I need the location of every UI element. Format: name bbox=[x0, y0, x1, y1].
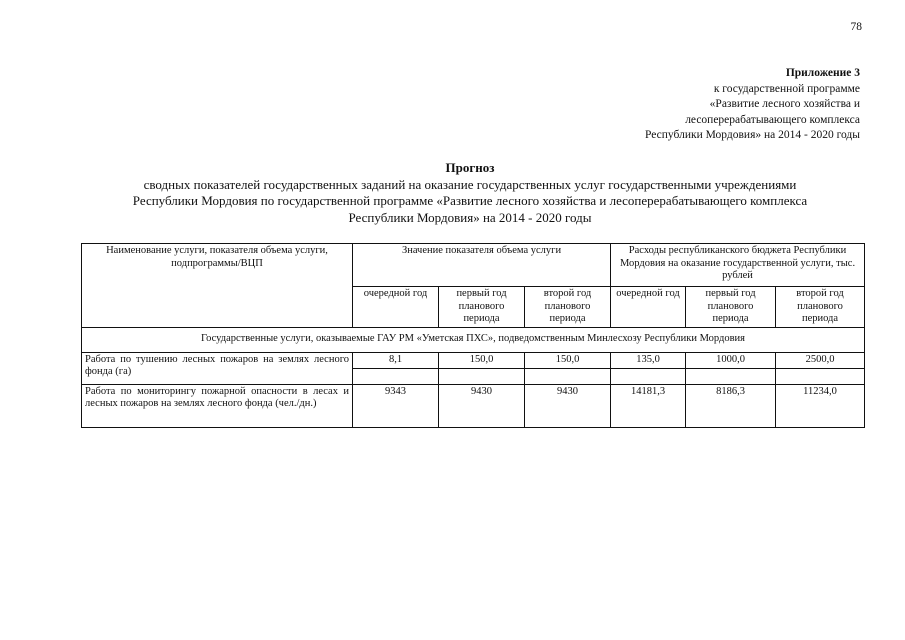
header-budget-group: Расходы республиканского бюджета Республики Мордовия на оказание государственной услуги, тыс. рублей bbox=[611, 244, 865, 287]
header-service-name: Наименование услуги, показателя объема услуги, подпрограммы/ВЦП bbox=[82, 244, 353, 328]
document-title-line: сводных показателей государственных заданий на оказание государственных услуг государственными учреждениями bbox=[143, 176, 797, 192]
section-row bbox=[82, 327, 865, 352]
empty-cell bbox=[611, 368, 686, 384]
row-value: 1000,0 bbox=[686, 352, 776, 368]
header-volume-group: Значение показателя объема услуги bbox=[353, 244, 611, 287]
row-value: 150,0 bbox=[439, 352, 525, 368]
empty-cell bbox=[686, 368, 776, 384]
appendix-line: к государственной программе bbox=[713, 82, 860, 95]
document-title bbox=[60, 160, 880, 226]
subheader-cell: очередной год bbox=[611, 287, 686, 328]
empty-cell bbox=[353, 368, 439, 384]
row-value: 8186,3 bbox=[686, 384, 776, 427]
row-value: 14181,3 bbox=[611, 384, 686, 427]
appendix-line: лесоперерабатывающего комплекса bbox=[685, 113, 860, 126]
subheader-cell: второй год планового периода bbox=[776, 287, 865, 328]
subheader-cell: второй год планового периода bbox=[525, 287, 611, 328]
row-service-name: Работа по мониторингу пожарной опасности в лесах и лесных пожаров на землях лесного фонда (чел./дн.) bbox=[82, 384, 353, 427]
row-value: 2500,0 bbox=[776, 352, 865, 368]
appendix-line: «Развитие лесного хозяйства и bbox=[709, 98, 860, 110]
document-title-line: Республики Мордовия по государственной программе «Развитие лесного хозяйства и лесоперерабатывающего комплекса bbox=[132, 193, 808, 208]
document-title-line: Республики Мордовия» на 2014 - 2020 годы bbox=[348, 209, 592, 225]
appendix-block bbox=[530, 66, 860, 144]
subheader-cell: первый год планового периода bbox=[686, 287, 776, 328]
appendix-line: Республики Мордовия» на 2014 - 2020 годы bbox=[645, 129, 860, 141]
row-value: 9430 bbox=[439, 384, 525, 427]
empty-cell bbox=[525, 368, 611, 384]
table-row bbox=[82, 384, 865, 427]
row-value: 9343 bbox=[353, 384, 439, 427]
row-service-name: Работа по тушению лесных пожаров на землях лесного фонда (га) bbox=[82, 352, 353, 384]
subheader-cell: очередной год bbox=[353, 287, 439, 328]
row-value: 135,0 bbox=[611, 352, 686, 368]
table-row bbox=[82, 352, 865, 368]
appendix-title: Приложение 3 bbox=[785, 67, 860, 79]
document-heading: Прогноз bbox=[445, 160, 495, 175]
table-header-row bbox=[82, 244, 865, 287]
subheader-cell: первый год планового периода bbox=[439, 287, 525, 328]
empty-cell bbox=[776, 368, 865, 384]
row-value: 9430 bbox=[525, 384, 611, 427]
row-value: 8,1 bbox=[353, 352, 439, 368]
empty-cell bbox=[439, 368, 525, 384]
section-title: Государственные услуги, оказываемые ГАУ РМ «Уметская ПХС», подведомственным Минлесхозу Республики Мордовия bbox=[82, 327, 865, 352]
forecast-table bbox=[81, 243, 865, 428]
page-number: 78 bbox=[850, 21, 862, 33]
row-value: 150,0 bbox=[525, 352, 611, 368]
row-value: 11234,0 bbox=[776, 384, 865, 427]
